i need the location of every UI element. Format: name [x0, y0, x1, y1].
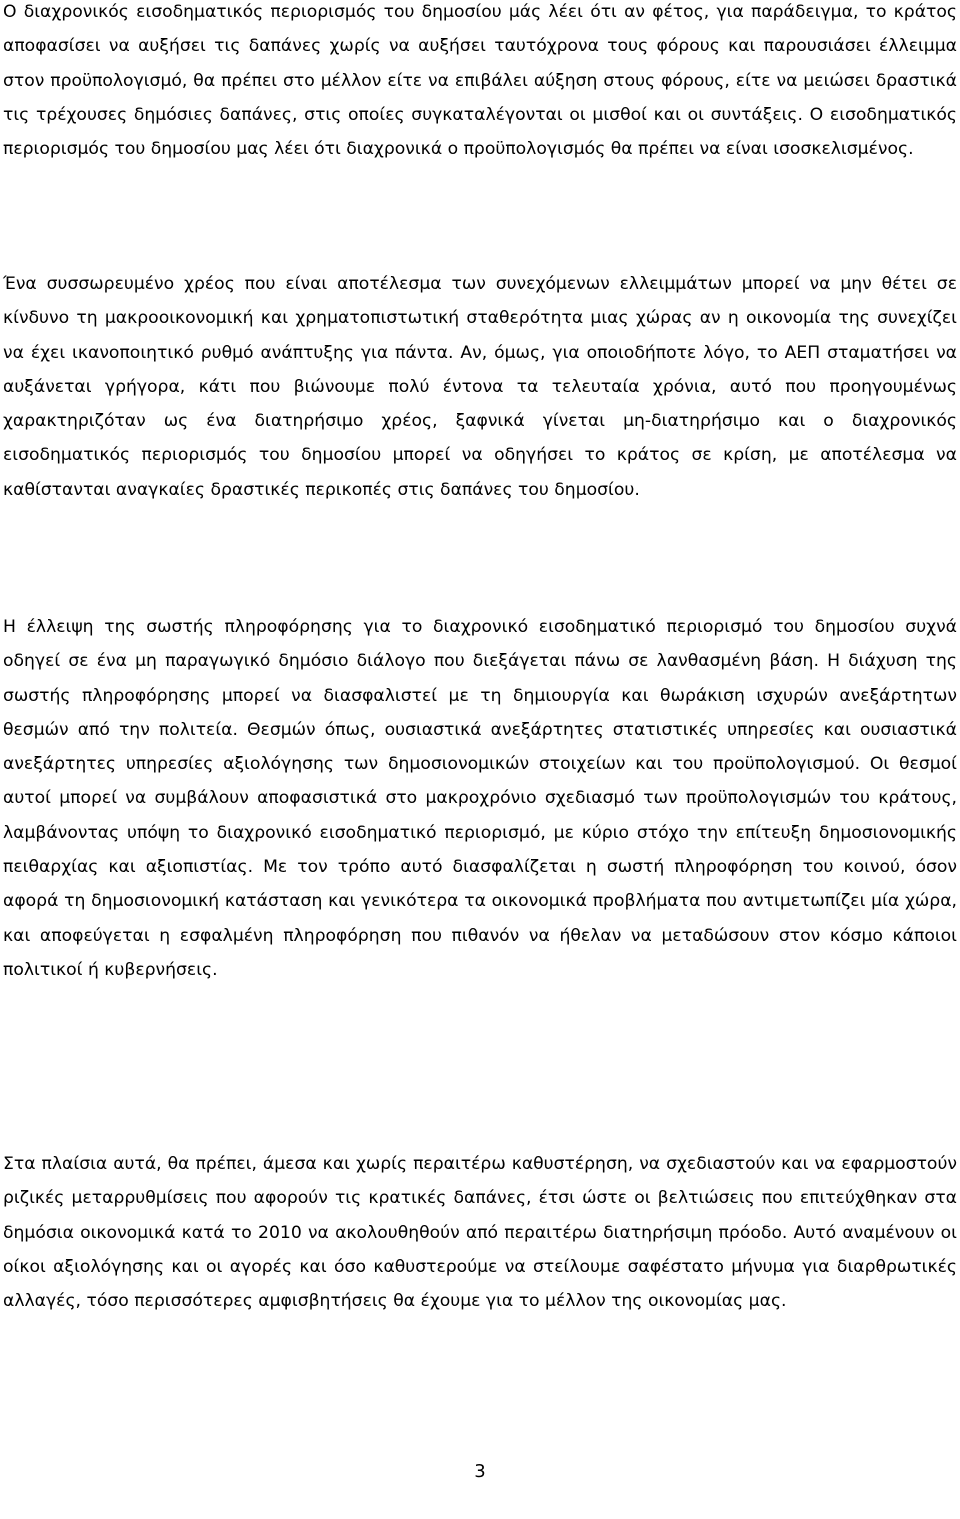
page-number: 3 — [474, 1461, 486, 1482]
paragraph-intertemporal-constraint: Ο διαχρονικός εισοδηματικός περιορισμός του δημοσίου μάς λέει ότι αν φέτος, για παράδειγμα, το κράτος αποφασίσει να αυξήσει τις δαπάνες χωρίς να αυξήσει ταυτόχρονα τους φόρους και παρουσιάσει έλλειμμα στον προϋπολογισμό, θα πρέπει στο μέλλον είτε να επιβάλει αύξηση στους φόρους, είτε να μειώσει δραστικά τις τρέχουσες δημόσιες δαπάνες, στις οποίες συγκαταλέγονται οι μισθοί και οι συντάξεις. Ο εισοδηματικός περιορισμός του δημοσίου μας λέει ότι διαχρονικά ο προϋπολογισμός θα πρέπει να είναι ισοσκελισμένος. — [3, 2, 957, 160]
paragraph-reforms: Στα πλαίσια αυτά, θα πρέπει, άμεσα και χωρίς περαιτέρω καθυστέρηση, να σχεδιαστούν και να εφαρμοστούν ριζικές μεταρρυθμίσεις που αφορούν τις κρατικές δαπάνες, έτσι ώστε οι βελτιώσεις που επιτεύχθηκαν στα δημόσια οικονομικά κατά το 2010 να ακολουθηθούν από περαιτέρω διατηρήσιμη πρόοδο. Αυτό αναμένουν οι οίκοι αξιολόγησης και οι αγορές και όσο καθυστερούμε να στείλουμε σαφέστατο μήνυμα για διαρθρωτικές αλλαγές, τόσο περισσότερες αμφισβητήσεις θα έχουμε για το μέλλον της οικονομίας μας. — [3, 1154, 957, 1312]
paragraph-independent-institutions: Η έλλειψη της σωστής πληροφόρησης για το διαχρονικό εισοδηματικό περιορισμό του δημοσίου συχνά οδηγεί σε ένα μη παραγωγικό δημόσιο διάλογο που διεξάγεται πάνω σε λανθασμένη βάση. Η διάχυση της σωστής πληροφόρησης μπορεί να διασφαλιστεί με τη δημιουργία και θωράκιση ισχυρών ανεξάρτητων θεσμών από την πολιτεία. Θεσμών όπως, ουσιαστικά ανεξάρτητες στατιστικές υπηρεσίες και ουσιαστικά ανεξάρτητες υπηρεσίες αξιολόγησης των δημοσιονομικών στοιχείων και του προϋπολογισμού. Οι θεσμοί αυτοί μπορεί να συμβάλουν αποφασιστικά στο μακροχρόνιο σχεδιασμό των προϋπολογισμών του κράτους, λαμβάνοντας υπόψη το διαχρονικό εισοδηματικό περιορισμό, με κύριο στόχο την επίτευξη δημοσιονομικής πειθαρχίας και αξιοπιστίας. Με τον τρόπο αυτό διασφαλίζεται η σωστή πληροφόρηση του κοινού, όσον αφορά τη δημοσιονομική κατάσταση και γενικότερα τα οικονομικά προβλήματα που αντιμετωπίζει μία χώρα, και αποφεύγεται η εσφαλμένη πληροφόρηση που πιθανόν να ήθελαν να μεταδώσουν στον κόσμο κάποιοι πολιτικοί ή κυβερνήσεις. — [3, 617, 957, 980]
paragraph-accumulated-debt: Ένα συσσωρευμένο χρέος που είναι αποτέλεσμα των συνεχόμενων ελλειμμάτων μπορεί να μην θέτει σε κίνδυνο τη μακροοικονομική και χρηματοπιστωτική σταθερότητα μιας χώρας αν η οικονομία της συνεχίζει να έχει ικανοποιητικό ρυθμό ανάπτυξης για πάντα. Αν, όμως, για οποιοδήποτε λόγο, το ΑΕΠ σταματήσει να αυξάνεται γρήγορα, κάτι που βιώνουμε πολύ έντονα τα τελευταία χρόνια, αυτό που προηγουμένως χαρακτηριζόταν ως ένα διατηρήσιμο χρέος, ξαφνικά γίνεται μη-διατηρήσιμο και ο διαχρονικός εισοδηματικός περιορισμός του δημοσίου μπορεί να οδηγήσει το κράτος σε κρίση, με αποτέλεσμα να καθίστανται αναγκαίες δραστικές περικοπές στις δαπάνες του δημοσίου. — [3, 274, 957, 500]
